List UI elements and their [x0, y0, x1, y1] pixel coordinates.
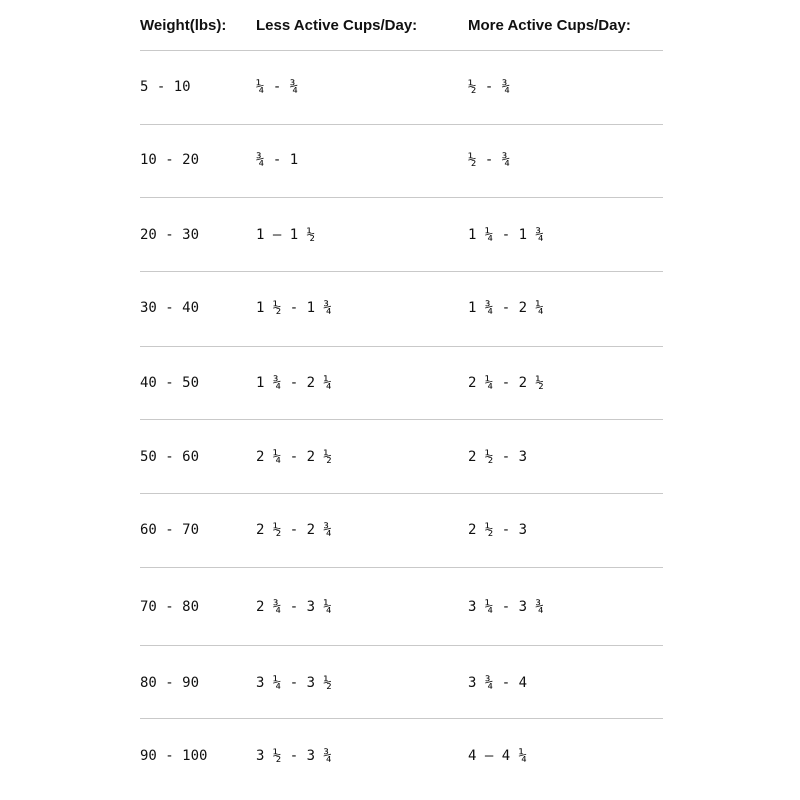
table-row	[140, 568, 663, 646]
cell-more-active: ½ - ¾	[468, 152, 511, 168]
cell-weight: 20 - 30	[140, 227, 200, 243]
cell-weight: 5 - 10	[140, 79, 191, 95]
table-row	[140, 719, 663, 800]
cell-more-active: 1 ¼ - 1 ¾	[468, 227, 544, 243]
table-row	[140, 494, 663, 568]
cell-less-active: 2 ½ - 2 ¾	[256, 522, 332, 538]
cell-weight: 10 - 20	[140, 152, 200, 168]
cell-weight: 30 - 40	[140, 300, 200, 316]
cell-weight: 40 - 50	[140, 375, 200, 391]
table-row	[140, 198, 663, 272]
feeding-table	[140, 0, 663, 764]
header-less-active: Less Active Cups/Day:	[256, 17, 418, 34]
cell-weight: 80 - 90	[140, 675, 200, 691]
table-row	[140, 50, 663, 125]
cell-less-active: 3 ¼ - 3 ½	[256, 675, 332, 691]
cell-more-active: 3 ¼ - 3 ¾	[468, 599, 544, 615]
header-more-active: More Active Cups/Day:	[468, 17, 631, 34]
header-weight: Weight(lbs):	[140, 17, 227, 34]
cell-less-active: ¾ - 1	[256, 152, 299, 168]
cell-more-active: ½ - ¾	[468, 79, 511, 95]
cell-less-active: 3 ½ - 3 ¾	[256, 748, 332, 764]
table-row	[140, 347, 663, 420]
cell-less-active: 2 ¼ - 2 ½	[256, 449, 332, 465]
table-row	[140, 420, 663, 494]
cell-more-active: 2 ¼ - 2 ½	[468, 375, 544, 391]
cell-weight: 90 - 100	[140, 748, 208, 764]
cell-more-active: 3 ¾ - 4	[468, 675, 528, 691]
cell-weight: 50 - 60	[140, 449, 200, 465]
cell-less-active: ¼ - ¾	[256, 79, 299, 95]
cell-weight: 70 - 80	[140, 599, 200, 615]
cell-more-active: 1 ¾ - 2 ¼	[468, 300, 544, 316]
table-row	[140, 646, 663, 719]
table-header-row	[140, 0, 663, 51]
cell-less-active: 1 – 1 ½	[256, 227, 316, 243]
cell-less-active: 1 ½ - 1 ¾	[256, 300, 332, 316]
cell-more-active: 2 ½ - 3	[468, 522, 528, 538]
table-row	[140, 125, 663, 198]
cell-more-active: 4 – 4 ¼	[468, 748, 528, 764]
cell-weight: 60 - 70	[140, 522, 200, 538]
cell-less-active: 1 ¾ - 2 ¼	[256, 375, 332, 391]
cell-less-active: 2 ¾ - 3 ¼	[256, 599, 332, 615]
cell-more-active: 2 ½ - 3	[468, 449, 528, 465]
table-row	[140, 272, 663, 347]
